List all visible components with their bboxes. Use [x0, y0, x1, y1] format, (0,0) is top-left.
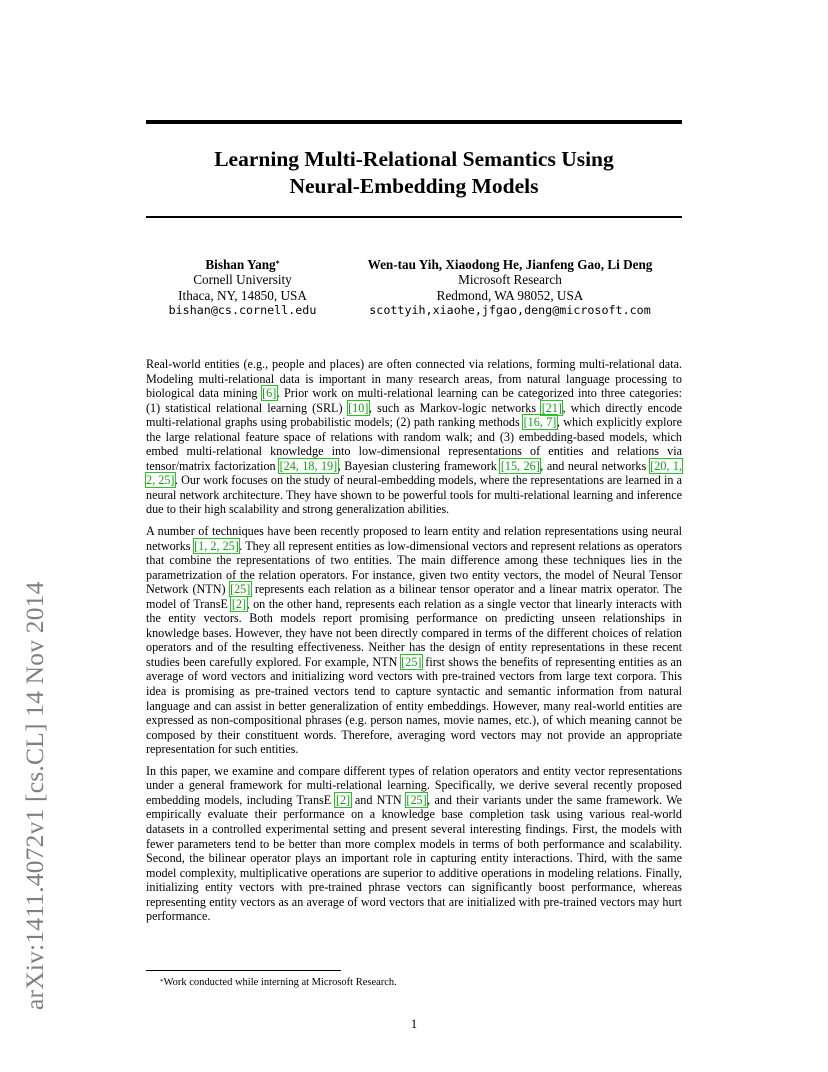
- title-line-1: Learning Multi-Relational Semantics Using: [214, 147, 614, 171]
- paragraph-text: first shows the benefits of representing entities as an average of word vectors and initializing word vectors with pre-trained vectors from large text corpora. This idea is promising as pre-trained vectors tend to capture syntactic and semantic information from natural language and can assist in better generalization of entity embeddings. However, many real-world entities are expressed as non-compositional phrases (e.g. person names, movie names, etc.), of which meaning cannot be composed by their constituent words. Therefore, averaging word vectors may not provide an appropriate representation for such entities.: [146, 654, 682, 757]
- paper-title: [146, 146, 682, 200]
- paragraph-text: . They all represent entities as low-dimensional vectors and represent relations as operators that combine the representations of two entities. The main difference among these techniques lies in the parametrization of the relation operators. For instance, given two entity vectors, the model of Neural Tensor Network (NTN): [146, 538, 682, 597]
- paragraph-text: Real-world entities (e.g., people and places) are often connected via relations, forming multi-relational data. Modeling multi-relational data is important in many research areas, from natural language processing to biological data mining: [146, 357, 682, 401]
- body-text: [146, 357, 682, 931]
- paragraph-text: . Prior work on multi-relational learning can be categorized into three categories: (1) statistical relational learning (SRL): [146, 386, 683, 415]
- author-block-1: [150, 257, 335, 318]
- paragraph-text: , on the other hand, represents each relation as a single vector that linearly interacts with the entity vectors. Both models report promising performance on predicting unseen relationships in knowledge bases. However, they have not been directly compared in terms of the different choices of relation operators and of the resulting effectiveness. Neither has the design of entity representations in these recent studies been carefully explored. For example, NTN: [146, 596, 682, 669]
- footnote-mark: *: [160, 978, 164, 986]
- author-address: Redmond, WA 98052, USA: [436, 287, 584, 303]
- paragraph-text: , such as Markov-logic networks: [368, 400, 542, 415]
- author-email: scottyih,xiaohe,jfgao,deng@microsoft.com: [369, 302, 651, 317]
- title-top-rule: [146, 120, 682, 124]
- author-affiliation: Microsoft Research: [458, 272, 562, 288]
- citation-link[interactable]: [25]: [406, 792, 427, 807]
- author-email: bishan@cs.cornell.edu: [168, 302, 317, 317]
- paragraph-text: , and their variants under the same framework. We empirically evaluate their performance on a knowledge base completion task using various real-world datasets in a controlled experimental setting and present several interesting findings. First, the models with fewer parameters tend to be better than more complex models in terms of both performance and scalability. Second, the bilinear operator plays an important role in capturing entity interactions. Third, with the same model complexity, multiplicative operations are superior to additive operations in modeling relations. Finally, initializing entity vectors with pre-trained phrase vectors can significantly boost performance, whereas representing entity vectors as an average of word vectors that are initialized with pre-trained vectors may hurt performance.: [146, 792, 682, 924]
- footnote: [160, 976, 397, 989]
- paragraph-text: A number of techniques have been recently proposed to learn entity and relation representations using neural networks: [146, 524, 682, 553]
- author-address: Ithaca, NY, 14850, USA: [178, 287, 307, 303]
- paragraph-text: and NTN: [350, 792, 406, 807]
- citation-link[interactable]: [2]: [231, 596, 247, 611]
- citation-link[interactable]: [20, 1, 2, 25]: [146, 458, 683, 488]
- citation-link[interactable]: [16, 7]: [523, 415, 557, 430]
- author-block-2: [340, 257, 680, 318]
- paragraph-text: . Our work focuses on the study of neural-embedding models, where the representations are learned in a neural network architecture. They have shown to be powerful tools for multi-relational learning and inference due to their high scalability and strong generalization abilities.: [146, 473, 682, 517]
- footnote-rule: [146, 970, 341, 971]
- paragraph-text: , and neural networks: [540, 458, 650, 473]
- footnote-mark: *: [275, 259, 280, 268]
- body-paragraph: [146, 524, 682, 757]
- paragraph-text: , Bayesian clustering framework: [337, 458, 501, 473]
- body-paragraph: [146, 764, 682, 924]
- citation-link[interactable]: [1, 2, 25]: [194, 538, 239, 553]
- citation-link[interactable]: [10]: [348, 400, 369, 415]
- paragraph-text: , which explicitly explore the large relational feature space of relations with random walk; and (3) embedding-based models, which embed multi-relational knowledge into low-dimensional representations of entities and relations via tensor/matrix factorization: [146, 415, 682, 473]
- citation-link[interactable]: [25]: [401, 654, 422, 669]
- citation-link[interactable]: [2]: [335, 792, 351, 807]
- citation-link[interactable]: [21]: [541, 400, 562, 415]
- body-paragraph: [146, 357, 682, 517]
- page-number: 1: [410, 1017, 418, 1031]
- paragraph-text: , which directly encode multi-relational graphs using probabilistic models; (2) path ranking methods: [146, 400, 682, 430]
- citation-link[interactable]: [25]: [230, 582, 251, 597]
- footnote-text: Work conducted while interning at Microsoft Research.: [163, 977, 397, 988]
- author-affiliation: Cornell University: [193, 272, 292, 288]
- citation-link[interactable]: [15, 26]: [500, 458, 540, 473]
- paragraph-text: represents each relation as a bilinear tensor operator and a linear matrix operator. The model of TransE: [146, 582, 682, 611]
- citation-link[interactable]: [24, 18, 19]: [279, 458, 338, 473]
- title-bottom-rule: [146, 216, 682, 218]
- title-line-2: Neural-Embedding Models: [289, 174, 539, 198]
- citation-link[interactable]: [6]: [262, 386, 277, 401]
- arxiv-stamp: arXiv:1411.4072v1 [cs.CL] 14 Nov 2014: [20, 581, 49, 1010]
- paragraph-text: In this paper, we examine and compare different types of relation operators and entity vector representations under a general framework for multi-relational learning. Specifically, we derive several recently proposed embedding models, including TransE: [146, 763, 682, 807]
- author-names: Wen-tau Yih, Xiaodong He, Jianfeng Gao, Li Deng: [367, 257, 653, 272]
- author-name: Bishan Yang*: [205, 257, 280, 272]
